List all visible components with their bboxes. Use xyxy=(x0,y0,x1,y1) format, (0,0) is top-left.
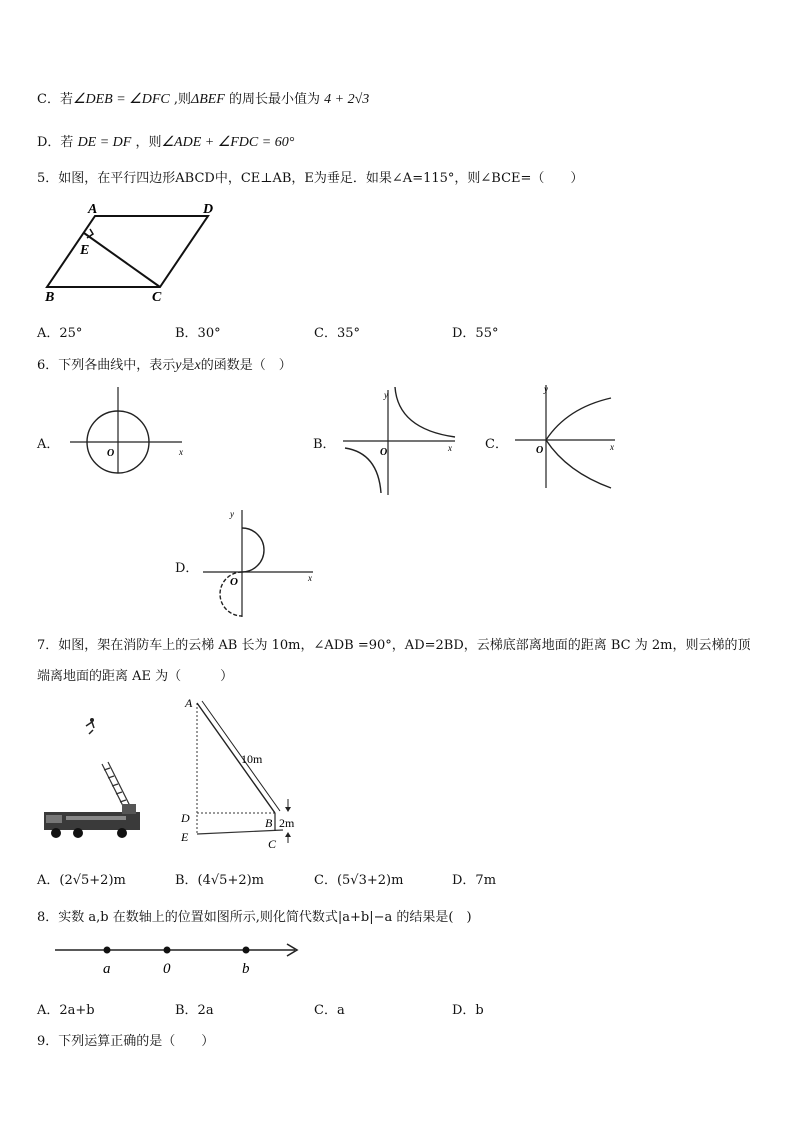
q6c-origin-label: O xyxy=(536,445,544,456)
q6-text-a: 6．下列各曲线中，表示 xyxy=(37,358,176,373)
q5-label-c: C xyxy=(152,290,162,305)
q6d-x-label: x xyxy=(308,573,312,583)
q6-var-y: y xyxy=(175,358,182,373)
option-c-math3: 4 + 2√3 xyxy=(324,92,370,107)
q5-label-b: B xyxy=(45,290,55,305)
q6-graph-c-parabola xyxy=(515,380,620,492)
question-8-text: 8．实数 a,b 在数轴上的位置如图所示,则化简代数式|a+b|−a 的结果是( ) xyxy=(37,910,472,925)
fire-truck-illustration xyxy=(42,712,152,842)
q6b-x-label: x xyxy=(448,443,452,453)
q6a-x-label: x xyxy=(179,447,183,457)
q7-option-a: A．(2√5+2)m xyxy=(37,873,126,888)
q5-label-d: D xyxy=(203,202,214,217)
option-d-mid: ，则 xyxy=(131,135,162,150)
q7-label-c: C xyxy=(268,837,277,851)
q7-ladder-diagram xyxy=(175,695,305,850)
q8-point-a-label: a xyxy=(103,961,111,977)
question-6-text xyxy=(37,354,292,374)
q5-option-a: A．25° xyxy=(37,326,83,341)
q6c-x-label: x xyxy=(610,442,614,452)
q8-option-d: D．b xyxy=(452,1003,484,1018)
q7-label-a: A xyxy=(185,696,193,710)
question-5-text: 5．如图，在平行四边形ABCD中，CE⊥AB，E为垂足．如果∠A=115°，则∠BCE=（ ） xyxy=(37,171,584,186)
q6-graph-b-hyperbola xyxy=(343,385,463,497)
option-c-math2: ΔBEF xyxy=(190,92,225,107)
q6d-origin-label: O xyxy=(230,576,238,588)
q7-option-c: C．(5√3+2)m xyxy=(314,873,404,888)
q8-option-b: B．2a xyxy=(175,1003,214,1018)
question-9-text: 9．下列运算正确的是（ ） xyxy=(37,1034,215,1049)
question-7-line-2: 端离地面的距离 AE 为（ ） xyxy=(37,669,234,684)
q5-label-a: A xyxy=(88,202,98,217)
question-7-line-1: 7．如图，架在消防车上的云梯 AB 长为 10m，∠ADB =90°，AD=2BD，云梯底部离地面的距离 BC 为 2m，则云梯的顶 xyxy=(37,638,751,653)
q6-var-x: x xyxy=(194,358,201,373)
q7-label-e: E xyxy=(181,830,189,844)
q6c-y-label: y xyxy=(544,384,548,394)
option-d-math1: DE = DF xyxy=(77,135,132,150)
q7-option-d: D．7m xyxy=(452,873,497,888)
q5-parallelogram-figure xyxy=(40,200,230,305)
q6b-origin-label: O xyxy=(380,447,388,458)
q6b-y-label: y xyxy=(384,390,388,400)
q8-option-a: A．2a+b xyxy=(37,1003,95,1018)
q6-graph-d-semicircles xyxy=(200,505,325,625)
q6d-y-label: y xyxy=(230,509,234,519)
q8-point-zero-label: 0 xyxy=(163,961,171,977)
q7-bc-label: 2m xyxy=(279,816,295,830)
option-c-math1: ∠DEB = ∠DFC xyxy=(72,92,170,107)
q7-option-b: B．(4√5+2)m xyxy=(175,873,265,888)
q6-graph-a-circle xyxy=(70,385,190,475)
q5-option-b: B．30° xyxy=(175,326,221,341)
q8-point-b-label: b xyxy=(242,961,250,977)
q8-number-line xyxy=(55,938,305,978)
option-d-prefix: D．若 xyxy=(37,135,78,150)
option-c-line xyxy=(37,88,369,108)
option-c-mid: ,则 xyxy=(169,92,191,107)
q7-label-b: B xyxy=(265,816,273,830)
q6-option-b-label: B． xyxy=(313,437,336,452)
q5-option-c: C．35° xyxy=(314,326,360,341)
option-d-math2: ∠ADE + ∠FDC = 60° xyxy=(161,135,295,150)
q5-label-e: E xyxy=(80,243,90,258)
q6-text-c: 的函数是（ ） xyxy=(200,358,292,373)
option-c-prefix: C．若 xyxy=(37,92,73,107)
q6-option-c-label: C． xyxy=(485,437,508,452)
option-d-line xyxy=(37,131,294,151)
q6-text-b: 是 xyxy=(181,358,195,373)
q6-option-a-label: A． xyxy=(37,437,60,452)
q7-label-d: D xyxy=(181,811,190,825)
q7-length-label: 10m xyxy=(241,752,263,766)
q6-option-d-label: D． xyxy=(175,561,199,576)
q8-option-c: C．a xyxy=(314,1003,345,1018)
q5-option-d: D．55° xyxy=(452,326,499,341)
option-c-suffix: 的周长最小值为 xyxy=(224,92,325,107)
q6a-origin-label: O xyxy=(107,448,115,459)
